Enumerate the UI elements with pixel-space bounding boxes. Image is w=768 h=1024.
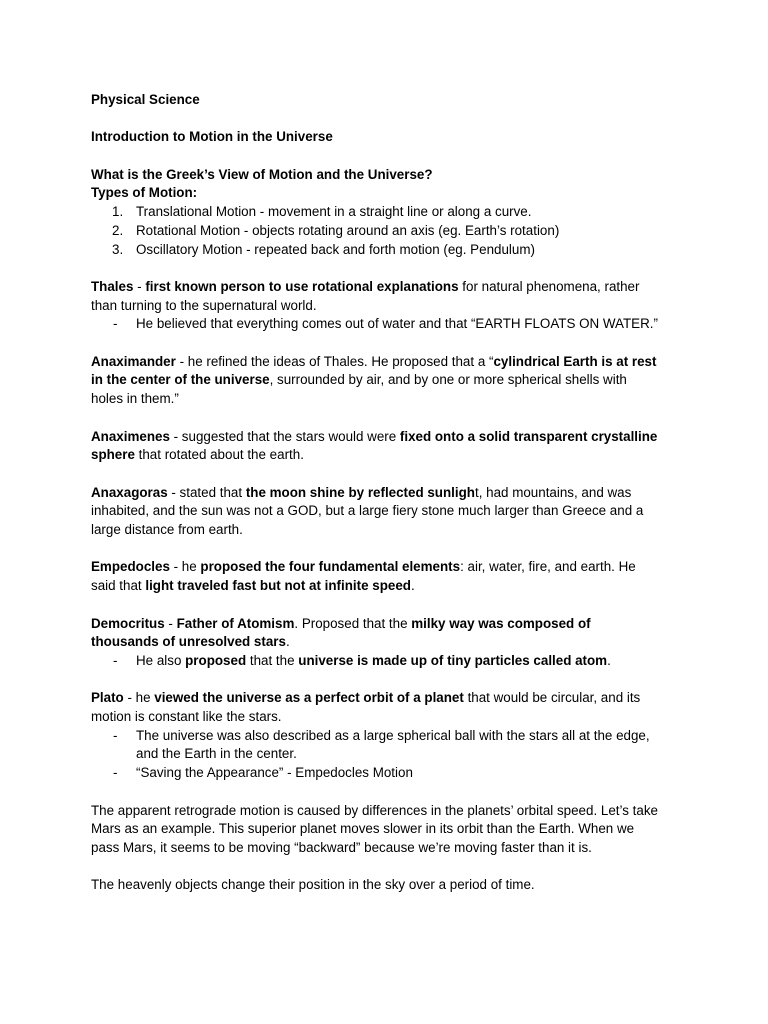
spacer: [91, 783, 680, 802]
anaximander-paragraph: Anaximander - he refined the ideas of Thales. He proposed that a “cylindrical Earth is at rest in the center of the universe, surrounded by air, and by one or more spherical shells with holes in them.”: [91, 353, 657, 407]
thales-paragraph: Thales - first known person to use rotational explanations for natural phenomena, rather than turning to the supernatural world. - He believed that everything comes out of water and that “EARTH FLOATS ON WATER.”: [91, 278, 680, 334]
list-item: - He believed that everything comes out of water and that “EARTH FLOATS ON WATER.”: [91, 315, 680, 334]
spacer: [91, 259, 680, 278]
anaxagoras-name: Anaxagoras: [91, 484, 168, 500]
anaximenes-name: Anaximenes: [91, 428, 170, 444]
list-item: [91, 241, 680, 260]
spacer: [91, 465, 680, 484]
dash-bullet: -: [113, 652, 118, 668]
spacer: [91, 147, 680, 166]
empedocles-name: Empedocles: [91, 559, 170, 575]
list-text: Rotational Motion - objects rotating around an axis (eg. Earth’s rotation): [136, 222, 560, 238]
document-title: Physical Science: [91, 92, 200, 107]
list-item: - “Saving the Appearance” - Empedocles Motion: [91, 764, 680, 783]
list-item: [91, 222, 680, 241]
plato-paragraph: Plato - he viewed the universe as a perfect orbit of a planet that would be circular, and its motion is constant like the stars. - The universe was also described as a large spherical ball with the stars all at the edge, and the Earth in the center. - “Saving the Appearance” - Empedocles Motion: [91, 689, 680, 783]
list-number: 1.: [112, 204, 124, 220]
plato-name: Plato: [91, 690, 124, 706]
spacer: [91, 110, 680, 129]
spacer: [91, 334, 680, 353]
anaximenes-paragraph: Anaximenes - suggested that the stars would were fixed onto a solid transparent crystalline sphere that rotated about the earth.: [91, 428, 658, 463]
democritus-paragraph: Democritus - Father of Atomism. Proposed that the milky way was composed of thousands of unresolved stars. - He also proposed that the universe is made up of tiny particles called atom.: [91, 615, 680, 671]
types-heading-text: Types of Motion: [91, 185, 193, 201]
list-item: - The universe was also described as a large spherical ball with the stars all at the edge, and the Earth in the center.: [113, 727, 650, 762]
empedocles-paragraph: Empedocles - he proposed the four fundamental elements: air, water, fire, and earth. He said that light traveled fast but not at infinite speed.: [91, 559, 636, 594]
types-heading-colon: :: [192, 185, 198, 201]
thales-name: Thales: [91, 278, 134, 294]
dash-bullet: -: [113, 765, 118, 781]
list-text: Translational Motion - movement in a straight line or along a curve.: [136, 204, 532, 220]
list-text: Oscillatory Motion - repeated back and forth motion (eg. Pendulum): [136, 241, 535, 257]
spacer: [91, 409, 680, 428]
document-subtitle: Introduction to Motion in the Universe: [91, 129, 333, 145]
retrograde-paragraph: The apparent retrograde motion is caused by differences in the planets’ orbital speed. Let’s take Mars as an example. This superior planet moves slower in its orbit than the Earth. When we pass Mars, it seems to be moving “backward” because we’re moving faster than it is.: [91, 802, 658, 855]
types-heading: [91, 184, 680, 203]
section-question: What is the Greek’s View of Motion and the Universe?: [91, 166, 433, 182]
spacer: [91, 858, 680, 877]
democritus-name: Democritus: [91, 615, 165, 631]
spacer: [91, 596, 680, 615]
closing-paragraph: The heavenly objects change their position in the sky over a period of time.: [91, 877, 535, 893]
dash-bullet: -: [113, 727, 118, 743]
spacer: [91, 540, 680, 559]
anaxagoras-paragraph: Anaxagoras - stated that the moon shine by reflected sunlight, had mountains, and was inhabited, and the sun was not a GOD, but a large fiery stone much larger than Greece and a large distance from earth.: [91, 484, 644, 538]
anaximander-name: Anaximander: [91, 353, 176, 369]
list-item: [91, 203, 680, 222]
dash-bullet: -: [113, 316, 118, 332]
list-number: 2.: [112, 222, 124, 238]
spacer: [91, 671, 680, 690]
list-number: 3.: [112, 241, 124, 257]
list-item: - He also proposed that the universe is made up of tiny particles called atom.: [91, 652, 680, 671]
types-list: [91, 203, 680, 259]
